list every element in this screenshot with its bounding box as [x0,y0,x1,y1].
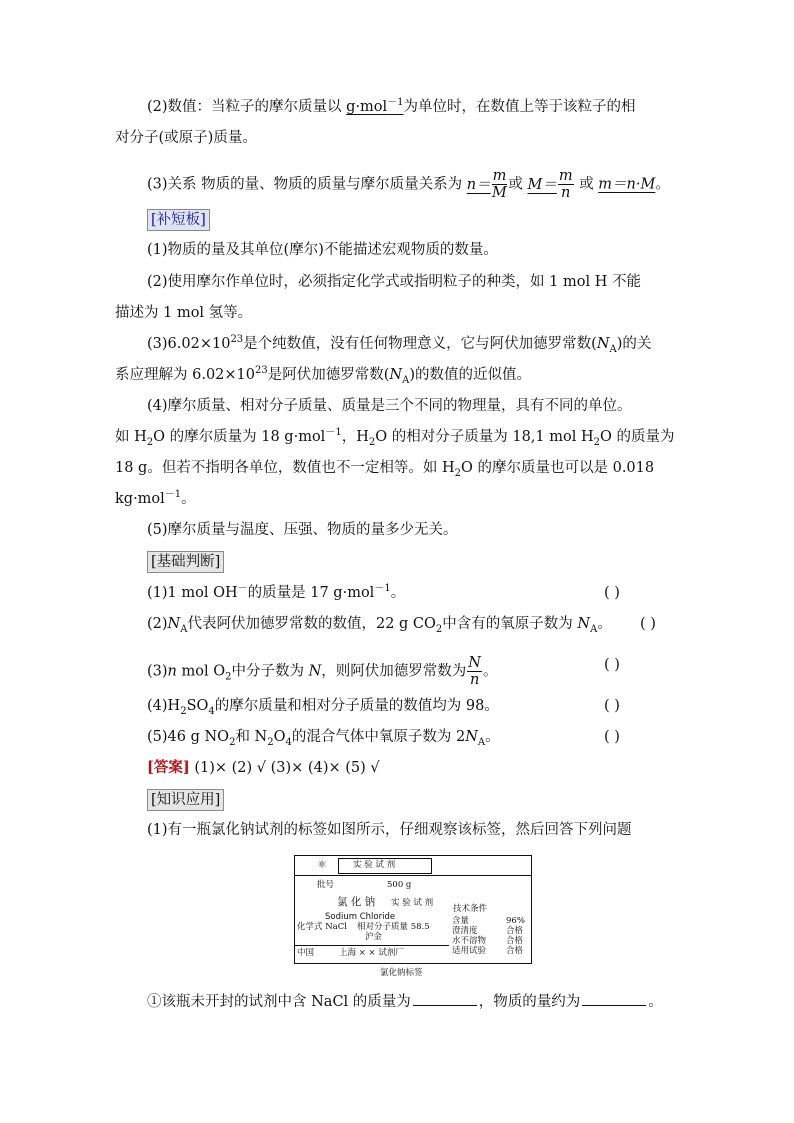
label-spec-table [450,916,530,956]
judgment-q2: $(2)N_A$代表阿伏加德罗常数的数值，22 g $CO_2$中含有的氧原子数为 $N_A$。 [147,616,612,635]
supplement-item-1: (1)物质的量及其单位(摩尔)不能描述宏观物质的数量。 [147,242,498,258]
answer-line: [答案] (1)× (2) √ (3)× (4)× (5) √ [147,759,380,776]
label-name-en: Sodium Chloride [325,912,396,922]
judgment-q1: (1)1 mol OH－的质量是 17 g·mol$^{-1}$。 [147,583,406,601]
answer-blank-q4[interactable]: ( ) [604,698,620,714]
paragraph-value-line1: (2)数值：当粒子的摩尔质量以 g·mol$^{-1}$为单位时，在数值上等于该粒子的相 [147,97,636,115]
answer-tag: [答案] [147,759,190,776]
paragraph-value-line2: 对分子(或原子)质量。 [115,130,257,146]
supplement-item-4-line3: 18 g。但若不指明各单位，数值也不一定相等。如 $H_2O$ 的摩尔质量也可以是 0.018 [115,460,655,479]
label-spec-row: 水不溶物 合格 [452,936,524,946]
fraction-m-over-n: $\frac{m}{n}$ [558,168,573,201]
supplement-item-4-line1: (4)摩尔质量、相对分子质量、质量是三个不同的物理量，具有不同的单位。 [147,398,632,414]
supplement-item-3-line1: $(3)6.02\times 10^{23}$是个纯数值，没有任何物理意义，它与阿伏加德罗常数$(N_A)$的关 [147,334,652,355]
label-grade: 实 验 试 剂 [391,898,434,908]
label-factory: 上海 × × 试剂厂 [339,948,404,958]
label-formula: 化学式 NaCl [297,922,347,932]
paragraph-relation: (3)关系 物质的量、物质的质量与摩尔质量关系为 n＝ $\frac{m}{M}$ 或 M＝ $\frac{m}{n}$ 或 m＝n·M。 [147,168,670,201]
supplement-item-4-line2: 如 $H_2O$ 的摩尔质量为 18 g·mol$^{-1}$，$H_2O$ 的相对分子质量为 18,1 mol $H_2O$ 的质量为 [115,427,675,448]
moles-answer-blank[interactable] [582,991,646,1006]
label-molecular-weight: 相对分子质量 58.5 [357,922,430,932]
application-q1: (1)有一瓶氯化钠试剂的标签如图所示，仔细观察该标签，然后回答下列问题 [147,822,632,838]
judgment-q5: (5)46 g $NO_2$和 $N_2O_4$的混合气体中氧原子数为 $2N_A$。 [147,729,500,748]
supplement-item-2-line1: (2)使用摩尔作单位时，必须指定化学式或指明粒子的种类，如 1 mol H 不能 [147,274,641,290]
supplement-item-4-line4: kg·mol$^{-1}$。 [115,489,196,507]
label-brand: 沪金 [365,932,383,942]
fraction-N-over-n: $\frac{N}{n}$ [468,655,481,688]
supplement-item-3-line2: 系应理解为 $6.02\times 10^{23}$是阿伏加德罗常数$(N_A)$的数值的近似值。 [115,365,531,386]
supplement-item-2-line2: 描述为 1 mol 氢等。 [115,305,253,321]
label-caption: 氯化钠标签 [380,968,423,978]
section-tag-basic-judgment: [基础判断] [147,551,224,573]
sodium-chloride-reagent-label [294,855,532,964]
label-spec-row: 澄清度 合格 [452,926,524,936]
section-tag-knowledge-application: [知识应用] [147,789,224,811]
label-name-cn: 氯 化 钠 [337,896,376,908]
section-tag-supplement: [补短板] [147,209,210,231]
label-batch: 批号 [317,880,335,890]
fraction-m-over-M: $\frac{m}{M}$ [492,168,507,201]
answer-blank-q5[interactable]: ( ) [604,729,620,745]
answer-blank-q3[interactable]: ( ) [604,657,620,673]
atom-logo-icon: ⚛ [317,858,327,871]
answer-blank-q1[interactable]: ( ) [604,585,620,601]
label-title: 实 验 试 剂 [353,860,396,870]
answer-blank-q2[interactable]: ( ) [640,616,656,632]
label-spec-row: 适用试验 合格 [452,946,524,956]
mass-answer-blank[interactable] [413,991,477,1006]
label-weight: 500 g [387,880,412,890]
label-country: 中国 [297,948,315,958]
judgment-q3: (3)n mol $O_2$中分子数为 N，则阿伏加德罗常数为 $\frac{N}{n}$ 。 [147,655,498,688]
label-tech-title: 技术条件 [453,904,488,914]
application-q1-sub1: ①该瓶未开封的试剂中含 NaCl 的质量为 ，物质的量约为 。 [147,991,663,1012]
judgment-q4: $(4)H_2SO_4$的摩尔质量和相对分子质量的数值均为 98。 [147,698,499,717]
label-spec-row: 含量 96% [452,916,525,926]
supplement-item-5: (5)摩尔质量与温度、压强、物质的量多少无关。 [147,522,458,538]
